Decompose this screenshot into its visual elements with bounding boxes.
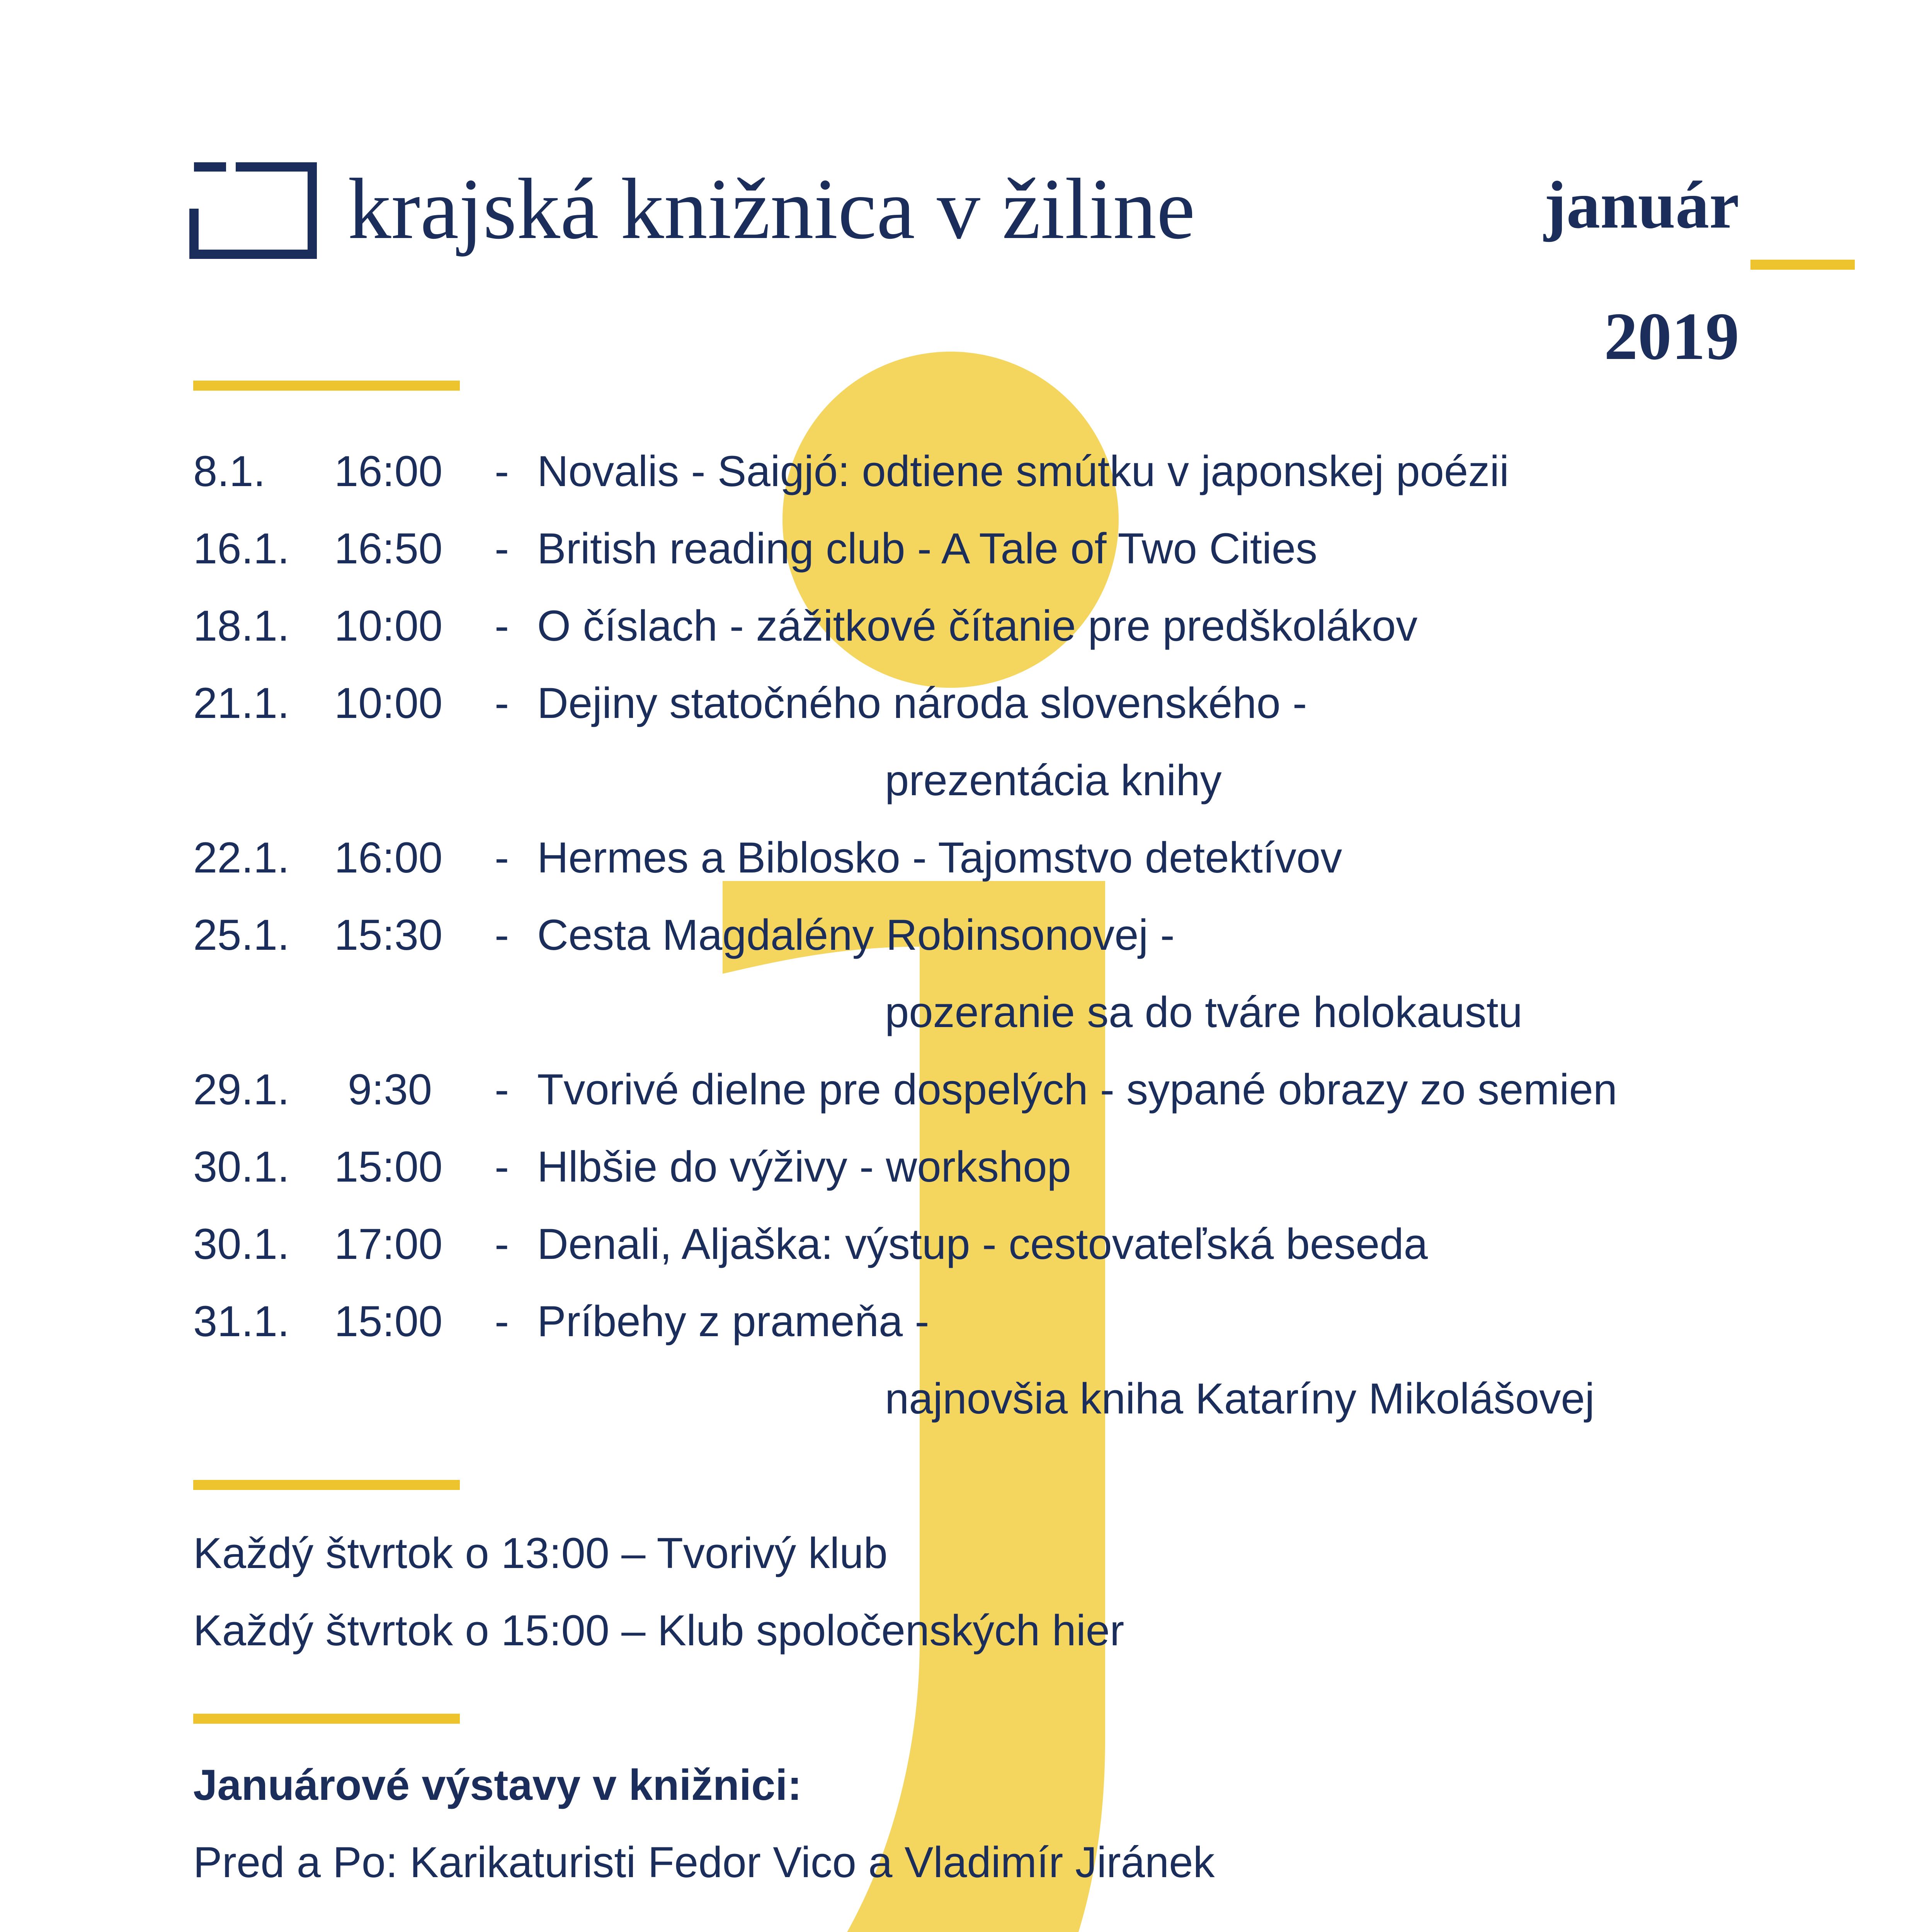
year-label: 2019 [1604, 299, 1739, 374]
month-underline [1750, 260, 1855, 270]
event-dash: - [495, 911, 509, 959]
exhibitions-heading: Januárové výstavy v knižnici: [193, 1761, 802, 1809]
event-row [0, 1128, 1917, 1206]
event-title: Denali, Aljaška: výstup - cestovateľská beseda [537, 1220, 1428, 1268]
event-time: 15:30 [334, 911, 443, 959]
exhibition-item: Pred a Po: Karikaturisti Fedor Vico a Vladimír Jiránek [193, 1838, 1215, 1886]
event-dash: - [495, 679, 509, 727]
event-title: Novalis - Saigjó: odtiene smútku v japonskej poézii [537, 447, 1509, 495]
event-time: 10:00 [334, 679, 443, 727]
event-title: Príbehy z prameňa - [537, 1297, 929, 1345]
divider [193, 1480, 460, 1490]
event-row-continuation [0, 1360, 1917, 1437]
event-date: 8.1. [193, 447, 265, 495]
event-date: 31.1. [193, 1297, 290, 1345]
event-time: 9:30 [348, 1065, 432, 1114]
month-label: január [1544, 167, 1739, 242]
event-title: Hlbšie do výživy - workshop [537, 1143, 1071, 1191]
event-row [0, 433, 1917, 510]
event-date: 30.1. [193, 1220, 290, 1268]
weekly-event: Každý štvrtok o 15:00 – Klub spoločenských hier [193, 1606, 1124, 1655]
event-time: 10:00 [334, 602, 443, 650]
event-row-continuation [0, 974, 1917, 1051]
weekly-event: Každý štvrtok o 13:00 – Tvorivý klub [193, 1529, 888, 1577]
event-dash: - [495, 1220, 509, 1268]
event-time: 16:00 [334, 833, 443, 882]
event-title: British reading club - A Tale of Two Cities [537, 524, 1318, 573]
event-row [0, 1283, 1917, 1360]
event-dash: - [495, 833, 509, 882]
event-title: Tvorivé dielne pre dospelých - sypané obrazy zo semien [537, 1065, 1618, 1114]
event-date: 21.1. [193, 679, 290, 727]
event-title-continuation: najnovšia kniha Kataríny Mikolášovej [885, 1374, 1595, 1423]
square-frame-icon [189, 162, 317, 259]
event-row [0, 1051, 1917, 1128]
library-name: krajská knižnica v žiline [348, 160, 1195, 257]
event-dash: - [495, 602, 509, 650]
event-row [0, 587, 1917, 665]
event-date: 22.1. [193, 833, 290, 882]
event-time: 16:00 [334, 447, 443, 495]
event-title-continuation: pozeranie sa do tváre holokaustu [885, 988, 1522, 1036]
event-time: 15:00 [334, 1297, 443, 1345]
event-dash: - [495, 524, 509, 573]
divider [193, 1714, 460, 1724]
event-title: Cesta Magdalény Robinsonovej - [537, 911, 1175, 959]
event-time: 16:50 [334, 524, 443, 573]
event-time: 17:00 [334, 1220, 443, 1268]
event-title: Dejiny statočného národa slovenského - [537, 679, 1307, 727]
event-row [0, 665, 1917, 742]
divider [193, 381, 460, 391]
event-dash: - [495, 1143, 509, 1191]
event-title: Hermes a Biblosko - Tajomstvo detektívov [537, 833, 1342, 882]
event-title-continuation: prezentácia knihy [885, 756, 1222, 804]
event-row-continuation [0, 742, 1917, 819]
event-dash: - [495, 447, 509, 495]
event-row [0, 896, 1917, 974]
event-date: 18.1. [193, 602, 290, 650]
event-date: 25.1. [193, 911, 290, 959]
event-row [0, 1206, 1917, 1283]
event-title: O číslach - zážitkové čítanie pre predškolákov [537, 602, 1418, 650]
event-row [0, 819, 1917, 896]
event-time: 15:00 [334, 1143, 443, 1191]
event-dash: - [495, 1065, 509, 1114]
event-date: 30.1. [193, 1143, 290, 1191]
event-date: 29.1. [193, 1065, 290, 1114]
event-dash: - [495, 1297, 509, 1345]
event-date: 16.1. [193, 524, 290, 573]
event-row [0, 510, 1917, 587]
